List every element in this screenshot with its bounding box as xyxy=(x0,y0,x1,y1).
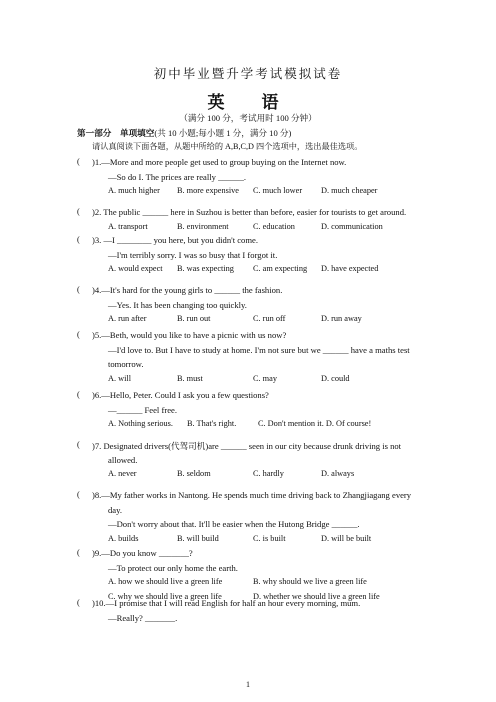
option-b: B. more expensive xyxy=(177,186,239,195)
option-a: A. would expect xyxy=(108,264,163,273)
question-stem: )10.—I promise that I will read English for half an hour every morning, mum. xyxy=(92,598,361,608)
question-line: —Don't worry about that. It'll be easier when the Hutong Bridge ______. xyxy=(108,519,360,529)
score-note: （满分 100 分，考试用时 100 分钟） xyxy=(179,113,317,123)
question-paren: ( xyxy=(77,548,80,557)
section-label: 第一部分 单项填空 xyxy=(77,128,155,138)
question-line: —So do I. The prices are really ______. xyxy=(108,171,247,182)
option-c: C. is built xyxy=(253,533,286,543)
question-paren: ( xyxy=(77,235,80,244)
option-d: D. run away xyxy=(321,314,362,323)
option-b: B. will build xyxy=(177,533,219,543)
question-paren: ( xyxy=(77,390,80,399)
option-d: D. always xyxy=(321,469,355,478)
option-b: B. That's right. xyxy=(187,419,237,428)
question-paren: ( xyxy=(77,157,80,166)
section-instruction: 请认真阅读下面各题，从题中所给的 A,B,C,D 四个选项中，选出最佳选项。 xyxy=(92,142,363,151)
option-c: C. much lower xyxy=(253,186,303,195)
question-line: allowed. xyxy=(108,454,138,465)
option-d: D. could xyxy=(321,373,350,383)
question-stem: )8.—My father works in Nantong. He spends much time driving back to Zhangjiagang every xyxy=(92,490,412,500)
option-c: C. run off xyxy=(253,314,286,323)
option-a: A. will xyxy=(108,373,132,383)
option-a: A. run after xyxy=(108,314,147,323)
question-paren: ( xyxy=(77,440,80,449)
option-a: A. Nothing serious. xyxy=(108,419,173,428)
exam-title: 初中毕业暨升学考试模拟试卷 xyxy=(153,67,343,81)
option-d: D. will be built xyxy=(321,533,372,543)
option-d: D. much cheaper xyxy=(321,186,378,195)
option-b: B. environment xyxy=(177,221,229,231)
option-d: D. communication xyxy=(321,221,383,231)
subject-title: 英 语 xyxy=(207,93,289,112)
question-line: tomorrow. xyxy=(108,359,144,369)
section-heading xyxy=(77,127,291,139)
question-paren: ( xyxy=(77,207,80,216)
question-stem: )2. The public ______ here in Suzhou is better than before, easier for tourists to get around. xyxy=(92,207,407,217)
option-b: B. seldom xyxy=(177,469,211,478)
question-line: —Really? _______. xyxy=(108,612,178,623)
option-b: B. must xyxy=(177,373,203,383)
question-line: —I'd love to. But I have to study at home. I'm not sure but we ______ have a maths test xyxy=(108,344,410,355)
question-paren: ( xyxy=(77,330,80,339)
question-line: day. xyxy=(108,504,122,515)
question-line: —I'm terribly sorry. I was so busy that I forgot it. xyxy=(108,249,278,260)
option-a: A. how we should live a green life xyxy=(108,577,223,586)
question-stem: )6.—Hello, Peter. Could I ask you a few questions? xyxy=(92,390,269,400)
option-b: B. why should we live a green life xyxy=(253,577,367,586)
question-stem: )9.—Do you know _______? xyxy=(92,548,193,558)
option-c: C. am expecting xyxy=(253,264,308,273)
question-line: —______ Feel free. xyxy=(108,404,177,415)
option-d: D. whether we should live a green life xyxy=(253,591,380,601)
question-line: —To protect our only home the earth. xyxy=(108,562,238,573)
option-a: A. much higher xyxy=(108,186,160,195)
option-c: C. hardly xyxy=(253,469,284,478)
option-c: C. why we should live a green life xyxy=(108,591,222,601)
option-b: B. was expecting xyxy=(177,264,234,273)
option-c: C. may xyxy=(253,373,277,383)
option-a: A. never xyxy=(108,469,137,478)
question-paren: ( xyxy=(77,490,80,499)
question-paren: ( xyxy=(77,285,80,294)
option-a: A. transport xyxy=(108,221,148,231)
option-b: B. run out xyxy=(177,314,211,323)
option-c: C. education xyxy=(253,221,295,231)
question-stem: )7. Designated drivers(代驾司机)are ______ seen in our city because drunk driving is not xyxy=(92,441,402,451)
question-paren: ( xyxy=(77,598,80,607)
question-stem: )5.—Beth, would you like to have a picnic with us now? xyxy=(92,330,287,340)
question-line: —Yes. It has been changing too quickly. xyxy=(108,299,247,310)
question-stem: )3. —I ________ you here, but you didn't come. xyxy=(92,235,258,245)
section-detail: (共 10 小题;每小题 1 分，满分 10 分) xyxy=(154,128,292,138)
question-stem: )4.—It's hard for the young girls to ______ the fashion. xyxy=(92,285,283,295)
question-stem: )1.—More and more people get used to group buying on the Internet now. xyxy=(92,157,347,167)
page-number: 1 xyxy=(246,680,250,689)
option-cd: C. Don't mention it. D. Of course! xyxy=(258,419,372,428)
option-d: D. have expected xyxy=(321,264,379,273)
option-a: A. builds xyxy=(108,533,139,543)
